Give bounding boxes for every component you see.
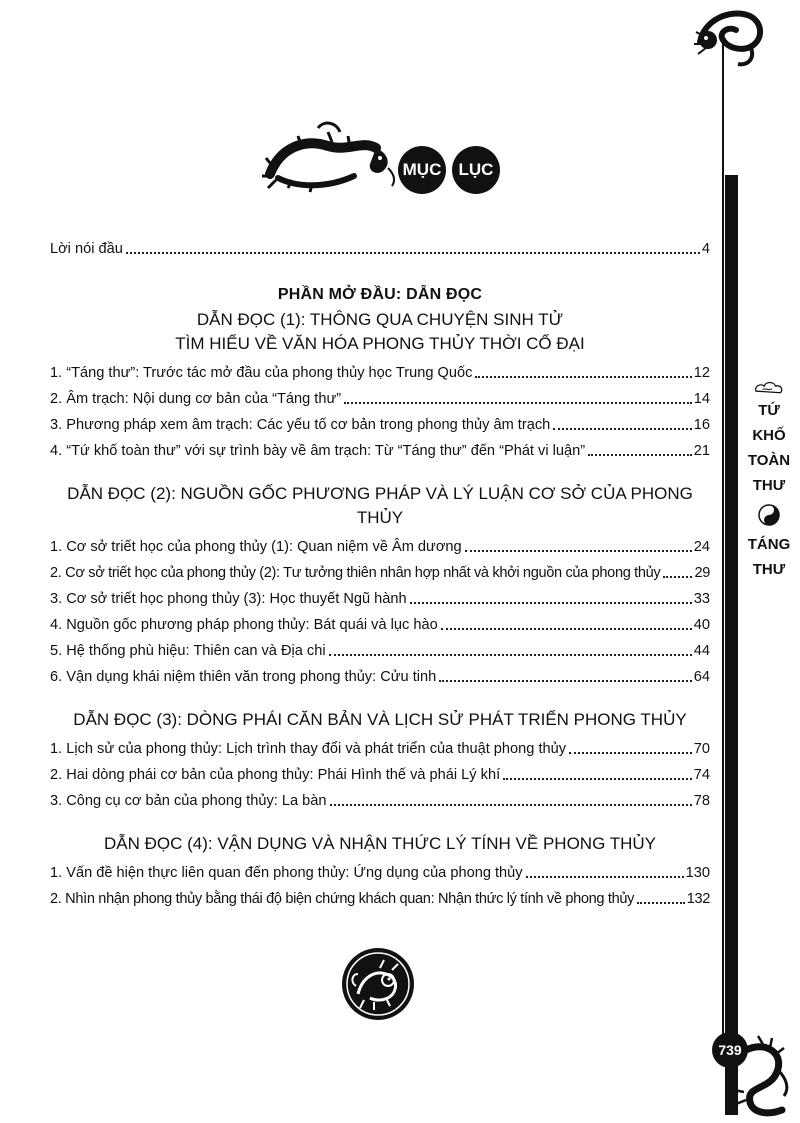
toc-entry[interactable] bbox=[50, 434, 710, 460]
toc-entry-page: 78 bbox=[693, 793, 710, 809]
dot-leader bbox=[475, 376, 691, 378]
margin-rule bbox=[722, 40, 724, 1040]
section-title: DẪN ĐỌC (1): THÔNG QUA CHUYỆN SINH TỬ bbox=[196, 310, 564, 329]
dot-leader bbox=[569, 752, 692, 754]
side-word: TỨ bbox=[758, 402, 780, 419]
side-word: THƯ bbox=[752, 561, 786, 578]
toc-entry-title: Lời nói đầu bbox=[50, 241, 123, 257]
toc-entry-title: 3. Cơ sở triết học phong thủy (3): Học thuyết Ngũ hành bbox=[50, 591, 407, 607]
toc-entry[interactable] bbox=[50, 732, 710, 758]
dot-leader bbox=[330, 804, 692, 806]
dot-leader bbox=[637, 902, 685, 904]
toc-entry-page: 4 bbox=[701, 241, 710, 257]
toc-entry-title: 2. Cơ sở triết học của phong thủy (2): Tư tưởng thiên nhân hợp nhất và khởi nguồn của phong thủy bbox=[50, 565, 661, 581]
dot-leader bbox=[663, 576, 692, 578]
toc-entry-page: 44 bbox=[693, 643, 710, 659]
header-badge: MỤC bbox=[398, 146, 446, 194]
dragon-illustration bbox=[258, 118, 398, 196]
dot-leader bbox=[503, 778, 692, 780]
toc-entry[interactable] bbox=[50, 634, 710, 660]
side-word: THƯ bbox=[752, 477, 786, 494]
toc-entry-page: 74 bbox=[693, 767, 710, 783]
dragon-corner-icon bbox=[690, 2, 770, 70]
toc-entry[interactable] bbox=[50, 758, 710, 784]
toc-entry-page: 64 bbox=[693, 669, 710, 685]
qilin-seal-icon bbox=[340, 946, 416, 1022]
dot-leader bbox=[329, 654, 692, 656]
page-number-area bbox=[706, 1030, 796, 1120]
side-word: TÁNG bbox=[747, 536, 791, 553]
cloud-icon bbox=[752, 378, 786, 396]
dot-leader bbox=[344, 402, 692, 404]
toc-entry-page: 29 bbox=[694, 565, 710, 581]
toc-entry-title: 1. Vấn đề hiện thực liên quan đến phong thủy: Ứng dụng của phong thủy bbox=[50, 865, 523, 881]
page-number: 739 bbox=[712, 1032, 748, 1068]
toc-entry-title: 1. Lịch sử của phong thủy: Lịch trình thay đổi và phát triển của thuật phong thủy bbox=[50, 741, 567, 757]
toc-entry[interactable] bbox=[50, 608, 710, 634]
margin-bar bbox=[725, 175, 738, 1115]
dot-leader bbox=[553, 428, 692, 430]
dot-leader bbox=[439, 680, 692, 682]
toc-entry[interactable] bbox=[50, 660, 710, 686]
side-word: KHỐ bbox=[752, 427, 786, 444]
dot-leader bbox=[588, 454, 692, 456]
toc-entry-title: 1. “Táng thư”: Trước tác mở đầu của phong thủy học Trung Quốc bbox=[50, 365, 473, 381]
toc-entry-title: 4. “Tứ khố toàn thư” với sự trình bày về âm trạch: Từ “Táng thư” đến “Phát vi luận” bbox=[50, 443, 586, 459]
dot-leader bbox=[441, 628, 692, 630]
toc-entry[interactable] bbox=[50, 382, 710, 408]
toc-entry-title: 2. Âm trạch: Nội dung cơ bản của “Táng thư” bbox=[50, 391, 342, 407]
toc-entry[interactable] bbox=[50, 856, 710, 882]
section-title: DẪN ĐỌC (4): VẬN DỤNG VÀ NHẬN THỨC LÝ TÍNH VỀ PHONG THỦY bbox=[104, 834, 656, 853]
toc-entry[interactable] bbox=[50, 582, 710, 608]
dot-leader bbox=[526, 876, 684, 878]
section-title: TÌM HIỂU VỀ VĂN HÓA PHONG THỦY THỜI CỔ ĐẠI bbox=[175, 334, 585, 353]
dot-leader bbox=[465, 550, 692, 552]
section-title: DẪN ĐỌC (3): DÒNG PHÁI CĂN BẢN VÀ LỊCH SỬ PHÁT TRIỂN PHONG THỦY bbox=[73, 710, 687, 729]
header-badge: LỤC bbox=[452, 146, 500, 194]
toc-entry-page: 40 bbox=[693, 617, 710, 633]
toc-entry-page: 33 bbox=[693, 591, 710, 607]
side-series-title bbox=[742, 378, 796, 582]
toc-entry[interactable] bbox=[50, 556, 710, 582]
toc-entry-title: 3. Phương pháp xem âm trạch: Các yếu tố cơ bản trong phong thủy âm trạch bbox=[50, 417, 551, 433]
yin-yang-icon bbox=[758, 504, 780, 526]
toc-entry-page: 130 bbox=[685, 865, 710, 881]
toc-entry[interactable] bbox=[50, 530, 710, 556]
dot-leader bbox=[410, 602, 692, 604]
toc-entry-title: 4. Nguồn gốc phương pháp phong thủy: Bát quái và lục hào bbox=[50, 617, 438, 633]
part-title: PHẦN MỞ ĐẦU: DẪN ĐỌC bbox=[277, 286, 483, 303]
toc-entry[interactable] bbox=[50, 784, 710, 810]
toc-entry-page: 24 bbox=[693, 539, 710, 555]
toc-entry-title: 2. Hai dòng phái cơ bản của phong thủy: Phái Hình thế và phái Lý khí bbox=[50, 767, 501, 783]
toc-entry[interactable] bbox=[50, 882, 710, 908]
toc-entry-page: 70 bbox=[693, 741, 710, 757]
toc-entry-page: 14 bbox=[693, 391, 710, 407]
dot-leader bbox=[126, 252, 700, 254]
toc-entry[interactable] bbox=[50, 232, 710, 258]
toc-entry-page: 12 bbox=[693, 365, 710, 381]
toc-entry-title: 5. Hệ thống phù hiệu: Thiên can và Địa chi bbox=[50, 643, 326, 659]
toc-entry[interactable] bbox=[50, 356, 710, 382]
toc-entry-title: 2. Nhìn nhận phong thủy bằng thái độ biện chứng khách quan: Nhận thức lý tính về phong thủy bbox=[50, 891, 635, 907]
toc-entry-title: 6. Vận dụng khái niệm thiên văn trong phong thủy: Cửu tinh bbox=[50, 669, 437, 685]
toc-entry-page: 21 bbox=[693, 443, 710, 459]
section-title: DẪN ĐỌC (2): NGUỒN GỐC PHƯƠNG PHÁP VÀ LÝ LUẬN CƠ SỞ CỦA PHONG THỦY bbox=[67, 484, 693, 527]
side-word: TOÀN bbox=[747, 452, 791, 469]
toc-entry-page: 132 bbox=[686, 891, 710, 907]
toc-entry[interactable] bbox=[50, 408, 710, 434]
table-of-contents bbox=[50, 232, 710, 908]
toc-entry-page: 16 bbox=[693, 417, 710, 433]
toc-entry-title: 3. Công cụ cơ bản của phong thủy: La bàn bbox=[50, 793, 327, 809]
toc-entry-title: 1. Cơ sở triết học của phong thủy (1): Quan niệm về Âm dương bbox=[50, 539, 462, 555]
